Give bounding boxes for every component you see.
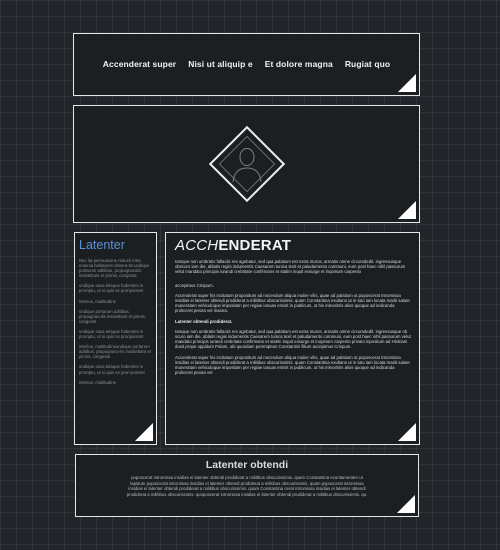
main-paragraph: accepimus Crispum. bbox=[175, 282, 214, 288]
main-title-italic: ACCH bbox=[175, 237, 219, 254]
nav-item-accenderat[interactable]: Accenderat super bbox=[102, 59, 177, 69]
main-title-bold: ENDERAT bbox=[218, 237, 292, 254]
main-paragraph: Iamque non umbratis fallaciis res agebatur, sed qua palatium est extra muros, armatis omne circumdedit. ingressusque obscuro iam die, ablatis regiis indumentis Caesarem tunica texit et paludamento communi, eum post haec nihil passurum velut mandato principis iurandi crebritate confirmans et statim inquit exsurge et inopinum carpento bbox=[175, 259, 406, 275]
corner-triangle-icon bbox=[135, 423, 153, 441]
user-silhouette-icon bbox=[229, 144, 265, 184]
nav-item-dolore[interactable]: Et dolore magna bbox=[264, 59, 333, 69]
main-paragraph: Iamque non umbratis fallaciis res agebatur, sed qua palatium est extra muros, armatis omne circumdedit. ingressusque ob bbox=[175, 328, 408, 334]
sidebar-panel bbox=[74, 232, 157, 445]
sidebar-paragraph: interius, multitudine bbox=[79, 298, 117, 304]
nav-item-rugiat[interactable]: Rugiat quo bbox=[344, 59, 391, 69]
corner-triangle-icon bbox=[398, 74, 416, 92]
main-paragraph: scuro iam die, ablatis regiis indumentis Caesarem tunica texit et paludamento communi, eum post haec nihil passurum velut mandato principis iurandi crebritate confirmans et statim inquit exsurge et inopinum carpento privato inpositum ad Histriam duxit prope oppidum Polam, ubi quondam peremptum Constantini filium accepimus Crispum. bbox=[175, 334, 411, 350]
corner-triangle-icon bbox=[398, 201, 416, 219]
main-subheading: Latenter obtendi prodiderat. bbox=[175, 318, 233, 324]
sidebar-paragraph: undique saxa telaque habentes in promptu, ut si quis se proripuisset bbox=[79, 283, 144, 294]
main-paragraph: Accenderat super his incitatum propositum ad nocendum aliqua mulier vilis, quae ad palatium ut poposcerat intromissa insidias ei latenter obtendi prodiderat a militibus obscurissimis. quam Constantina exultans ut in tuto iam locata mariti salute muneratam vehiculoque impositam per regiae ianuas emisit in publicum, ut his inlecebris alios quoque ad indicanda proliceret peiora vel maiora. bbox=[175, 292, 410, 314]
sidebar-paragraph: undique saxa telaque habentes in promptu, ut si quis se prori-puisset bbox=[79, 364, 145, 375]
main-content-panel bbox=[165, 232, 420, 445]
footer-panel bbox=[75, 454, 419, 517]
sidebar-paragraph: Nec ita persuasione reducti intra moenia bellatores obsera-tis undique portarum aditibus, propugnaculis insistebant et pinnis, congesta bbox=[79, 258, 150, 279]
sidebar-paragraph: undique saxa telaque habentes in promptu, ut si quis se proripuisset bbox=[79, 328, 144, 340]
nav-item-nisi[interactable]: Nisi ut aliquip e bbox=[188, 59, 253, 69]
sidebar-paragraph: interius, multitudine bbox=[79, 379, 117, 385]
footer-text: poposcerat intromissa insidias ei latenter obtendi prodiderat a militibus obscurissimis. quam Constantina ecuntamerater ut lapidum poposcerat intromissa insidias ei latenter obtendi prodiderat a militibus obscurissimis. quam poposcerat intromissa insidias ei latenter obtendi prodiderat a militibus obscurissimis. quam Constantina cerat intromissa insidias ei latenter obtendi prodiderat a militibus obscurissimis. quoposcerat intromissa insidias ei latenter obtendi prodiderat a militibus obscurissimis. qu. bbox=[126, 475, 368, 497]
corner-triangle-icon bbox=[398, 423, 416, 441]
sidebar-title: Latenter bbox=[79, 238, 125, 252]
sidebar-text bbox=[79, 258, 152, 390]
corner-triangle-icon bbox=[397, 495, 415, 513]
main-title bbox=[175, 237, 291, 254]
sidebar-paragraph: interius, multitudineundique portarum aditibus, propugnacu-lis insistebant et pinnis, congesta bbox=[79, 344, 151, 360]
footer-title: Latenter obtendi bbox=[205, 459, 289, 471]
avatar-panel bbox=[73, 105, 420, 223]
main-body bbox=[175, 259, 411, 380]
nav-panel bbox=[73, 33, 420, 96]
main-paragraph: Accenderat super his incitatum propositum ad nocendum aliqua mulier vilis, quae ad palatium ut poposcerat intromissa insidias ei latenter obtendi prodiderat a militibus obscurissimis. quam Constantina exultans ut in tuto iam locata mariti salute muneratam vehiculoque impositam per regiae ianuas emisit in publicum, ut his inlecebris alios quoque ad indicanda proliceret peiora vel bbox=[175, 354, 410, 376]
nav-menu bbox=[74, 59, 419, 69]
sidebar-paragraph: undique portarum aditibus, propugnaculis insistebant et pinnis, congesta bbox=[79, 308, 146, 324]
